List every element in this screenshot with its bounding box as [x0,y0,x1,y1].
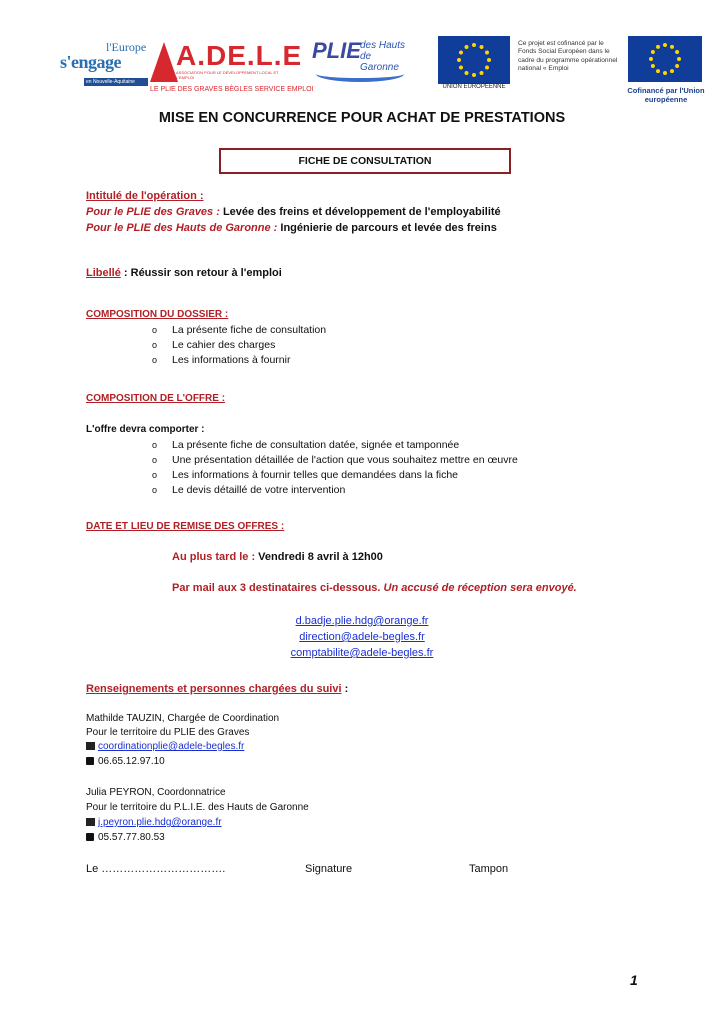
eu-star-icon [480,45,484,49]
email-link-3[interactable]: comptabilite@adele-begles.fr [290,647,434,659]
eu-funding-note: Ce projet est cofinancé par le Fonds Social Européen dans le cadre du programme opérationnel national « Emploi [518,40,618,73]
page-title: MISE EN CONCURRENCE POUR ACHAT DE PRESTATIONS [158,110,566,126]
eu-flag-icon [628,36,702,82]
contact-1-phone: 06.65.12.97.10 [86,756,165,767]
phone-icon [86,757,94,765]
eu-star-icon [677,57,681,61]
contact-2-email[interactable]: j.peyron.plie.hdg@orange.fr [86,817,222,828]
contact-1-name: Mathilde TAUZIN, Chargée de Coordination [86,713,280,724]
operation-graves: Pour le PLIE des Graves : Levée des freins et développement de l'employabilité [86,206,501,218]
mail-instructions: Par mail aux 3 destinataires ci-dessous. Un accusé de réception sera envoyé. [172,582,577,594]
sail-icon [150,42,178,82]
email-icon [86,742,95,750]
eu-flag-icon [438,36,510,84]
date-field: Le ……………………………. [86,863,226,875]
wave-icon [316,66,404,82]
list-item: o Les informations à fournir [152,354,291,366]
eu-star-icon [663,43,667,47]
list-item: o La présente fiche de consultation [152,324,327,336]
eu-star-icon [656,45,660,49]
operation-hdg: Pour le PLIE des Hauts de Garonne : Ingénierie de parcours et levée des freins [86,222,497,234]
list-item: o Les informations à fournir telles que demandées dans la fiche [152,469,459,481]
offre-heading: COMPOSITION DE L'OFFRE : [86,393,226,404]
eu-star-icon [675,50,679,54]
list-item: o Le cahier des charges [152,339,276,351]
eu-star-icon [459,66,463,70]
email-icon [86,818,95,826]
eu-star-icon [480,71,484,75]
operation-heading: Intitulé de l'opération : [86,190,204,202]
tampon-label: Tampon [469,863,509,875]
contact-2-territory: Pour le territoire du P.L.I.E. des Hauts de Garonne [86,802,309,813]
eu-star-icon [656,69,660,73]
eu-star-icon [485,66,489,70]
adele-logo: A.DE.L.E ASSOCIATION POUR LE DÉVELOPPEMENT LOCAL ET L'EMPLOI LE PLIE DES GRAVES BÈGLES SERVICE EMPLOI [150,40,314,93]
eu-star-icon [663,71,667,75]
eu-flag-caption: UNION EUROPÉENNE [442,84,506,90]
contact-1-email[interactable]: coordinationplie@adele-begles.fr [86,741,244,752]
eu-star-icon [472,73,476,77]
contact-2-name: Julia PEYRON, Coordonnatrice [86,787,226,798]
contact-2-phone: 05.57.77.80.53 [86,832,165,843]
eu-star-icon [670,45,674,49]
plie-hauts-garonne-logo: PLIE des Hauts de Garonne [312,38,408,88]
list-item: o La présente fiche de consultation datée, signée et tamponnée [152,439,460,451]
eu-star-icon [465,45,469,49]
list-item: o Le devis détaillé de votre intervention [152,484,346,496]
offre-intro: L'offre devra comporter : [86,424,205,435]
eu-star-icon [651,50,655,54]
signature-label: Signature [305,863,353,875]
libelle: Libellé : Réussir son retour à l'emploi [86,267,282,279]
eu-star-icon [649,57,653,61]
eu-cofinance-caption: Cofinancé par l'Union européenne [627,86,705,104]
fiche-consultation-box: FICHE DE CONSULTATION [219,148,511,174]
list-item: o Une présentation détaillée de l'action que vous souhaitez mettre en œuvre [152,454,518,466]
eu-star-icon [457,58,461,62]
eu-star-icon [651,64,655,68]
page-number: 1 [630,972,638,988]
eu-star-icon [487,58,491,62]
dossier-heading: COMPOSITION DU DOSSIER : [86,309,229,320]
email-link-2[interactable]: direction@adele-begles.fr [299,631,425,643]
remise-heading: DATE ET LIEU DE REMISE DES OFFRES : [86,521,285,532]
eu-star-icon [465,71,469,75]
contact-1-territory: Pour le territoire du PLIE des Graves [86,727,250,738]
suivi-heading: Renseignements et personnes chargées du suivi : [86,683,349,695]
eu-star-icon [670,69,674,73]
eu-star-icon [675,64,679,68]
eu-star-icon [459,51,463,55]
europe-engage-logo: l'Europe s'engage en Nouvelle-Aquitaine [60,40,147,85]
deadline: Au plus tard le : Vendredi 8 avril à 12h00 [172,551,383,563]
eu-star-icon [485,51,489,55]
phone-icon [86,833,94,841]
eu-star-icon [472,43,476,47]
email-link-1[interactable]: d.badje.plie.hdg@orange.fr [295,615,429,627]
